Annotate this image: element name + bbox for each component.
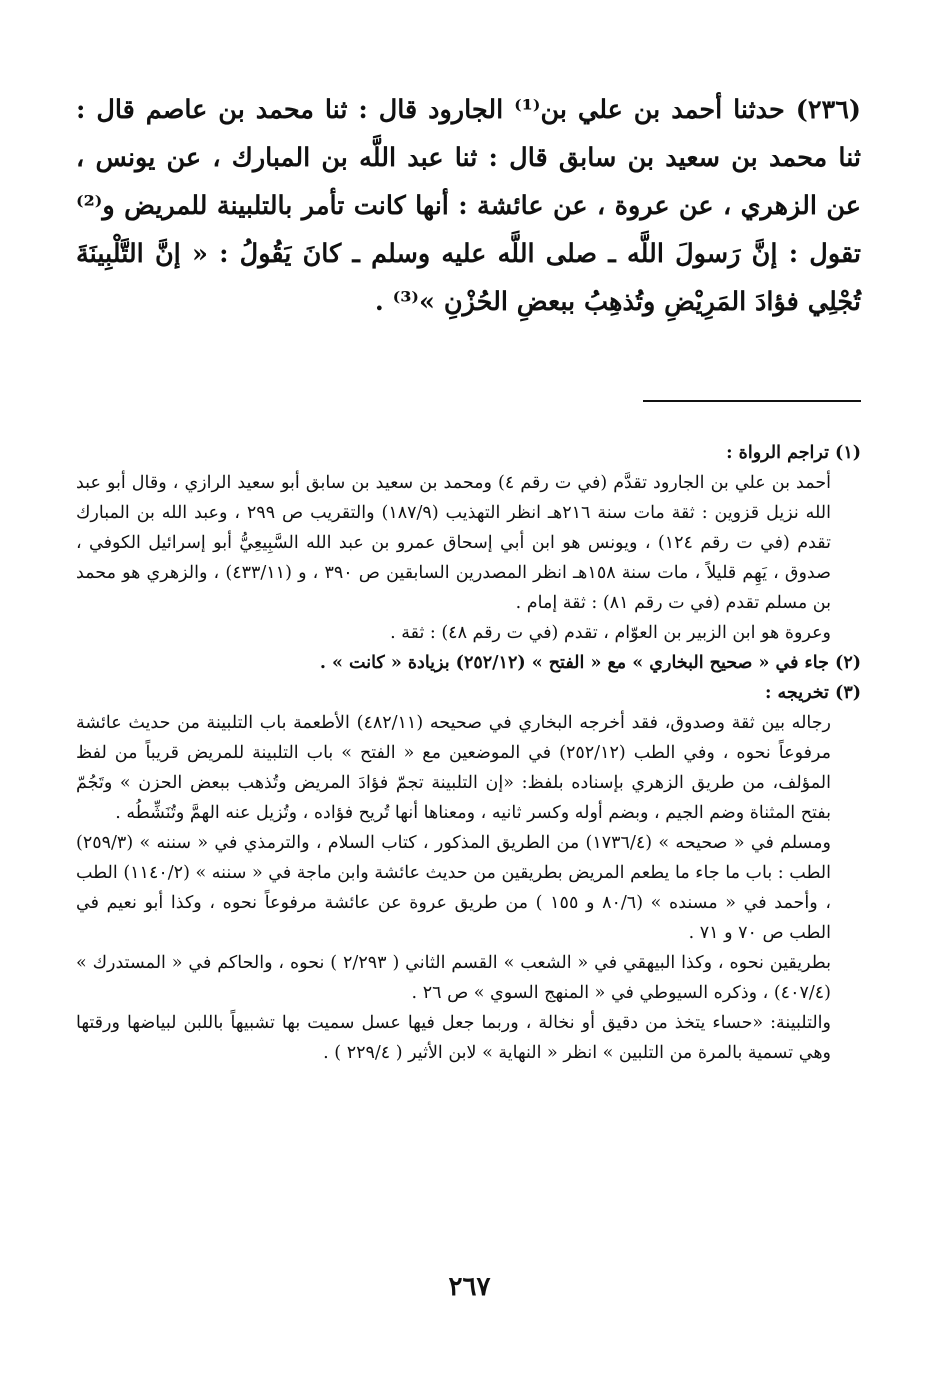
footnote-1-urwa: وعروة هو ابن الزبير بن العوّام ، تقدم (في ت رقم ٤٨) : ثقة .: [390, 623, 831, 643]
footnote-1-heading: (١) تراجم الرواة :: [726, 443, 861, 463]
hadith-text: [76, 86, 861, 326]
footnote-3-talbina: والتلبينة: «حساء يتخذ من دقيق أو نخالة ، وربما جعل فيها عسل سميت بها تشبيهاً باللبن لبياضها ورقتها وهي تسمية بالمرة من التلبين » انظر « النهاية » لابن الأثير ( ٢٢٩/٤ ) .: [76, 1013, 831, 1063]
footnote-2: (٢) جاء في « صحيح البخاري » مع « الفتح » (٢٥٢/١٢) بزيادة « كانت » .: [319, 653, 861, 673]
footnote-3-bukhari: رجاله بين ثقة وصدوق، فقد أخرجه البخاري في صحيحه (٤٨٢/١١) الأطعمة باب التلبينة من حديث عائشة مرفوعاً نحوه ، وفي الطب (٢٥٢/١٢) في الموضعين مع « الفتح » باب التلبينة للمريض قريباً من لفظ المؤلف، من طريق الزهري بإسناده بلفظ: «إن التلبينة تجمّ فؤادَ المريض وتُذهب ببعض الحزن » وتَجُمّ بفتح المثناة وضم الجيم ، وبضم أوله وكسر ثانيه ، ومعناها أنها تُريح فؤاده ، وتُزيل عنه الهمَّ وتُنَشِّطُه .: [76, 713, 831, 823]
footnotes: [76, 438, 861, 1068]
footnote-1-narrators: أحمد بن علي بن الجارود تقدَّم (في ت رقم ٤) ومحمد بن سعيد بن سابق أبو سعيد الرازي ، وقال أبو عبد الله نزيل قزوين : ثقة مات سنة ٢١٦هـ انظر التهذيب (١٨٧/٩) والتقريب ص ٢٩٩ ، وعبد الله بن المبارك تقدم (في ت رقم ١٢٤) ، ويونس هو ابن أبي إسحاق عمرو بن عبد الله السَّبِيعِيُّ أبو إسرائيل الكوفي ، صدوق ، يَهِم قليلاً ، مات سنة ١٥٨هـ انظر المصدرين السابقين ص ٣٩٠ ، و (٤٣٣/١١) ، والزهري هو محمد بن مسلم تقدم (في ت رقم ٨١) : ثقة إمام .: [76, 473, 831, 613]
page-number: ٢٦٧: [448, 1272, 491, 1302]
footnote-3-heading: (٣) تخريجه :: [765, 683, 861, 703]
footnote-3-muslim: ومسلم في « صحيحه » (١٧٣٦/٤) من الطريق المذكور ، كتاب السلام ، والترمذي في « سننه » (٢٥٩/٣) الطب : باب ما جاء ما يطعم المريض بطريقين من حديث عائشة وابن ماجة في « سننه » (١١٤٠/٢) الطب ، وأحمد في « مسنده » (٨٠/٦ و ١٥٥ ) من طريق عروة عن عائشة مرفوعاً نحوه ، وكذا أبو نعيم في الطب ص ٧٠ و ٧١ .: [76, 833, 832, 943]
footnote-divider: [643, 400, 861, 402]
footnote-3-bayhaqi: بطريقين نحوه ، وكذا البيهقي في « الشعب » القسم الثاني ( ٢/٢٩٣ ) نحوه ، والحاكم في « المستدرك » (٤٠٧/٤) ، وذكره السيوطي في « المنهج السوي » ص ٢٦ .: [76, 953, 831, 1003]
hadith-paragraph: (٢٣٦) حدثنا أحمد بن علي بن⁽¹⁾ الجارود قال : ثنا محمد بن عاصم قال : ثنا محمد بن سعيد بن سابق قال : ثنا عبد اللَّه بن المبارك ، عن يونس ، عن الزهري ، عن عروة ، عن عائشة : أنها كانت تأمر بالتلبينة للمريض و⁽²⁾تقول : إنَّ رَسولَ اللَّه ـ صلى اللَّه عليه وسلم ـ كانَ يَقُولُ : « إنَّ التَّلْبِينَةَ تُجْلِي فؤادَ المَرِيْضِ وتُذهِبُ ببعضِ الحُزْنِ »⁽³⁾ .: [76, 95, 861, 317]
